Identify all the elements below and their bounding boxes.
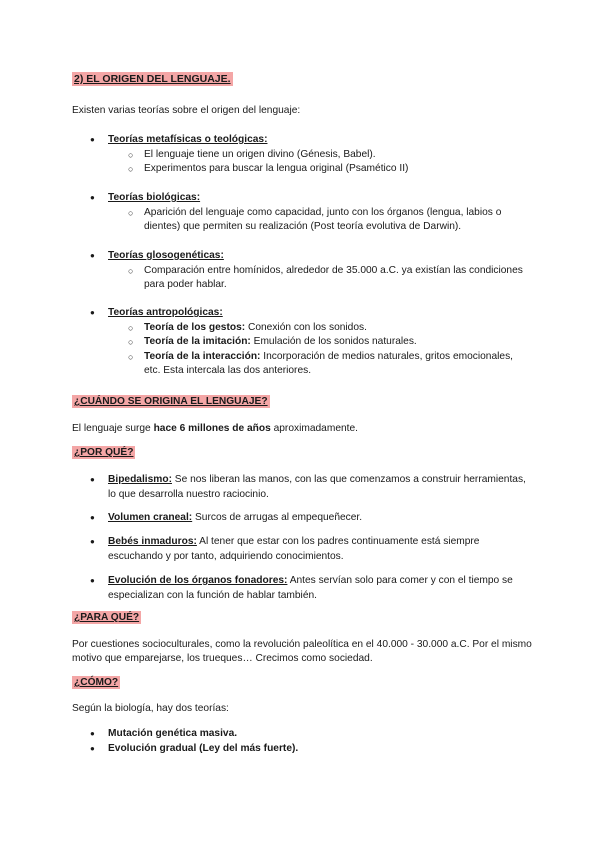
theory-subitem — [108, 264, 532, 293]
item-text: Se nos liberan las manos, con las que comenzamos a construir herramientas, lo que desarrolla nuestro raciocinio. — [108, 474, 526, 500]
item-text: Al tener que estar con los padres continuamente está siempre escuchando y por tanto, adquiriendo conocimientos. — [108, 536, 480, 562]
subitem-text: Incorporación de medios naturales, gritos emocionales, etc. Esta intercala las dos anteriores. — [144, 350, 513, 376]
list-item — [72, 727, 532, 742]
theory-block-antropologicas — [72, 306, 532, 379]
theory-subitem — [108, 148, 532, 163]
subitem-text: Experimentos para buscar la lengua original (Psamético II) — [144, 163, 409, 174]
subitem-text: Aparición del lenguaje como capacidad, junto con los órganos (lengua, labios o dientes) que permiten su realización (Post teoría evolutiva de Darwin). — [144, 206, 502, 232]
cuando-paragraph — [72, 422, 358, 436]
list-item — [72, 511, 532, 526]
porque-item — [72, 511, 532, 526]
theory-heading: Teorías biológicas: — [108, 192, 201, 203]
theory-heading-item — [72, 191, 532, 235]
cuando-text-post: aproximadamente. — [270, 423, 358, 434]
theory-heading-item — [72, 249, 532, 293]
cuando-text-pre: El lenguaje surge — [72, 423, 154, 434]
como-intro-text: Según la biología, hay dos teorías: — [72, 703, 229, 714]
list-item — [72, 742, 532, 757]
subitem-term: Teoría de la interacción: — [144, 350, 261, 362]
list-item — [72, 473, 532, 502]
paraque-paragraph — [72, 638, 532, 666]
section-porque — [72, 446, 135, 459]
como-list — [72, 727, 532, 756]
section-como — [72, 676, 120, 689]
item-term: Bipedalismo: — [108, 474, 172, 485]
porque-item — [72, 574, 532, 603]
list-item — [72, 574, 532, 603]
section-cuando — [72, 395, 270, 408]
intro-text: Existen varias teorías sobre el origen del lenguaje: — [72, 105, 301, 116]
subitem-term: Teoría de la imitación: — [144, 336, 251, 347]
como-intro-paragraph — [72, 702, 229, 716]
item-text: Evolución gradual (Ley del más fuerte). — [108, 742, 299, 754]
item-text: Antes servían solo para comer y con el tiempo se especializan con la función de hablar también. — [108, 575, 513, 601]
theory-heading: Teorías metafísicas o teológicas: — [108, 134, 268, 145]
subitem-text: Comparación entre homínidos, alrededor de 35.000 a.C. ya existían las condiciones para poder hablar. — [144, 264, 523, 290]
theory-subitem — [108, 335, 532, 350]
subitem-term: Teoría de los gestos: — [144, 321, 246, 333]
item-term: Volumen craneal: — [108, 512, 193, 523]
subitem-text: Emulación de los sonidos naturales. — [250, 336, 417, 347]
item-text: Surcos de arrugas al empequeñecer. — [192, 512, 363, 523]
item-term: Bebés inmaduros: — [108, 536, 197, 547]
theory-subitem — [108, 206, 532, 235]
porque-item — [72, 535, 532, 564]
theory-block-glosogeneticas — [72, 249, 532, 293]
item-term: Evolución de los órganos fonadores: — [108, 575, 288, 586]
theory-heading: Teorías glosogenéticas: — [108, 250, 224, 261]
intro-paragraph — [72, 104, 300, 118]
theory-subitem — [108, 162, 532, 177]
porque-heading: ¿POR QUÉ? — [74, 447, 134, 458]
como-heading: ¿CÓMO? — [74, 677, 119, 688]
cuando-heading: ¿CUÁNDO SE ORIGINA EL LENGUAJE? — [74, 396, 268, 407]
paraque-text: Por cuestiones socioculturales, como la revolución paleolítica en el 40.000 - 30.000 a.C. Por el mismo motivo que emparejarse, los trueques… Crecimos como sociedad. — [72, 639, 532, 664]
porque-item — [72, 473, 532, 502]
theory-heading-item — [72, 133, 532, 177]
theory-heading-item — [72, 306, 532, 379]
item-text: Mutación genética masiva. — [108, 728, 238, 739]
subitem-text: Conexión con los sonidos. — [245, 321, 367, 333]
list-item — [72, 535, 532, 564]
subitem-text: El lenguaje tiene un origen divino (Génesis, Babel). — [144, 148, 376, 160]
theory-block-metafisicas — [72, 133, 532, 177]
paraque-heading: ¿PARA QUÉ? — [74, 612, 140, 623]
theory-subitem — [108, 350, 532, 379]
section-paraque — [72, 611, 141, 624]
title-heading: 2) EL ORIGEN DEL LENGUAJE. — [74, 73, 231, 85]
theory-block-biologicas — [72, 191, 532, 235]
theory-heading: Teorías antropológicas: — [108, 307, 223, 318]
section-title — [72, 72, 233, 86]
cuando-text-bold: hace 6 millones de años — [153, 423, 271, 434]
theory-subitem — [108, 321, 532, 336]
